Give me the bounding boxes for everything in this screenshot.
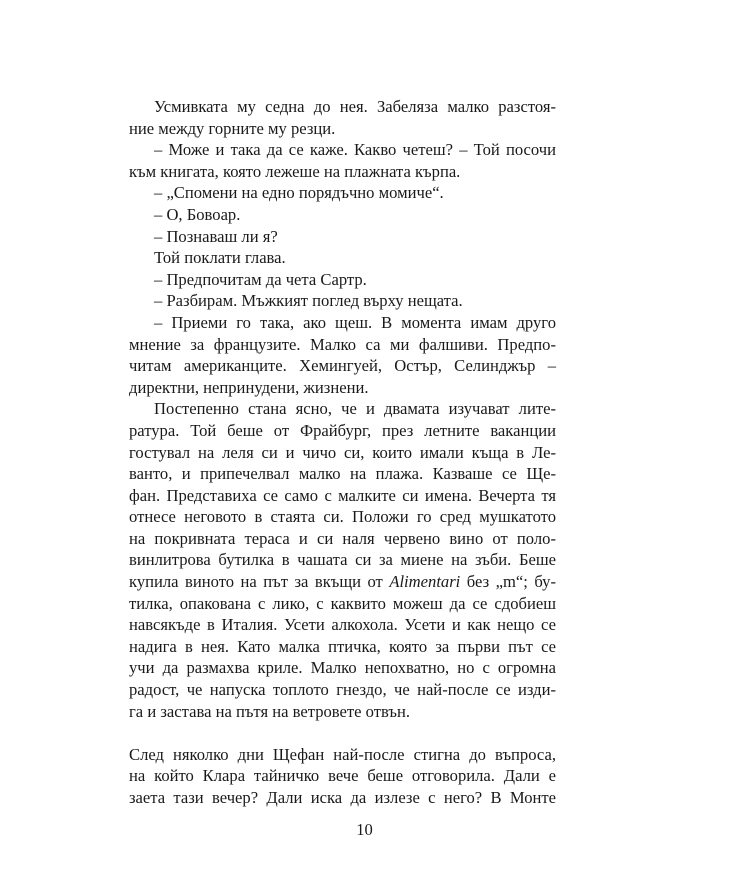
- text-line: Постепенно стана ясно, че и двамата изучават лите-: [154, 399, 556, 419]
- text-segment: без „m“; бу-: [460, 572, 556, 592]
- text-line: на покривната тераса и си наля червено вино от поло-: [129, 528, 556, 548]
- text-line: Той поклати глава.: [154, 248, 286, 268]
- text-line: – „Спомени на едно порядъчно момиче“.: [154, 183, 444, 203]
- text-line: към книгата, която лежеше на плажната кърпа.: [129, 161, 461, 181]
- text-line: ванто, и припечелвал малко на плажа. Казваше се Ще-: [129, 464, 556, 484]
- text-line: – Познаваш ли я?: [154, 226, 278, 246]
- text-line: ние между горните му резци.: [129, 118, 336, 138]
- text-line: – Разбирам. Мъжкият поглед върху нещата.: [154, 291, 463, 311]
- text-segment: купила виното на път за вкъщи от: [129, 572, 390, 592]
- text-line: гостувал на леля си и чичо си, които имали къща в Ле-: [129, 442, 556, 462]
- text-line: След няколко дни Щефан най-после стигна до въпроса,: [129, 744, 556, 764]
- text-line: ратура. Той беше от Фрайбург, през летните ваканции: [129, 420, 556, 440]
- text-line: радост, че напуска топлото гнездо, че най-после се изди-: [129, 680, 556, 700]
- text-line: директни, непринудени, жизнени.: [129, 377, 369, 397]
- text-line: – Приеми го така, ако щеш. В момента имам друго: [154, 312, 556, 332]
- text-line: на който Клара тайничко вече беше отговорила. Дали е: [129, 766, 556, 786]
- text-line: – Може и така да се каже. Какво четеш? – Той посочи: [154, 140, 556, 160]
- text-line: отнесе неговото в стаята си. Положи го сред мушкатото: [129, 507, 556, 527]
- page-number: 10: [356, 820, 373, 839]
- text-line: га и застава на пътя на ветровете отвън.: [129, 701, 411, 721]
- text-line: – Предпочитам да чета Сартр.: [154, 269, 367, 289]
- text-line: фан. Представиха се само с малките си имена. Вечерта тя: [129, 485, 556, 505]
- text-line: Усмивката му седна до нея. Забеляза малко разстоя-: [154, 97, 556, 116]
- section-break: [129, 722, 556, 744]
- text-line: винлитрова бутилка в чашата си за миене на зъби. Беше: [129, 550, 556, 570]
- text-line: учи да размахва криле. Малко непохватно, но с огромна: [129, 658, 556, 678]
- text-line: – О, Бовоар.: [154, 204, 241, 224]
- text-line: надига в нея. Като малка птичка, която за първи път се: [129, 636, 556, 656]
- text-line: заета тази вечер? Дали иска да излезе с него? В Монте: [129, 788, 556, 807]
- text-line: мнение за французите. Малко са ми фалшиви. Предпо-: [129, 334, 556, 354]
- italic-word: Alimentari: [389, 572, 461, 592]
- text-line-with-italic: [129, 571, 556, 593]
- text-line: читам американците. Хемингуей, Остър, Селинджър –: [129, 356, 556, 376]
- text-line: тилка, опакована с лико, с каквито можеш да се сдобиеш: [129, 593, 556, 613]
- page-body: [129, 96, 556, 809]
- text-line: навсякъде в Италия. Усети алкохола. Усети и как нещо се: [129, 615, 556, 635]
